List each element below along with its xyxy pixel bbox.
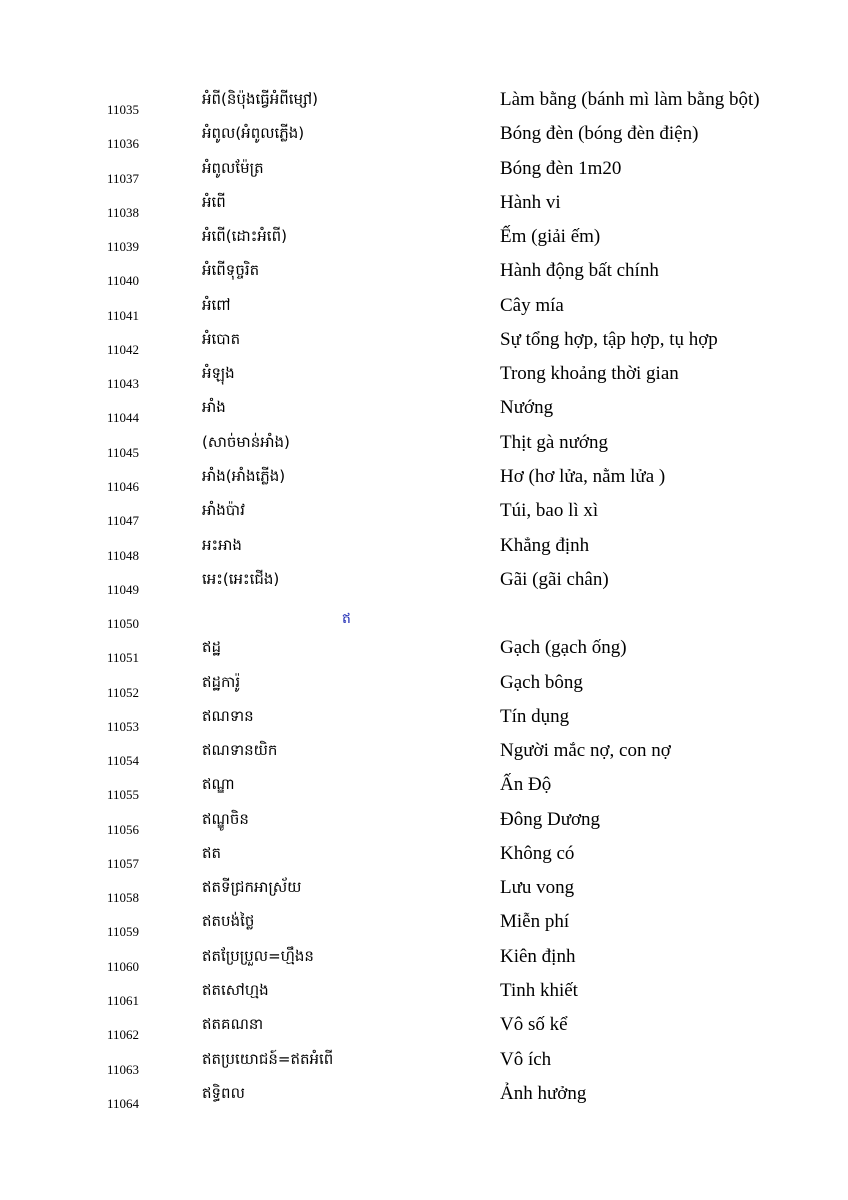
vietnamese-translation: Vô ích: [500, 1048, 552, 1070]
entry-row: [0, 159, 848, 193]
vietnamese-translation: Sự tổng hợp, tập hợp, tụ hợp: [500, 328, 718, 350]
khmer-term: ឥតប្រយោជន៍=ឥតអំពើ: [202, 1049, 334, 1068]
vietnamese-translation: Ảnh hưởng: [500, 1082, 587, 1104]
khmer-term: អេះ(អេះជើង): [202, 569, 280, 588]
entry-row: [0, 775, 848, 809]
entry-row: [0, 981, 848, 1015]
entry-number: 11048: [107, 547, 140, 563]
vietnamese-translation: Miễn phí: [500, 911, 570, 933]
entry-row: [0, 1084, 848, 1118]
khmer-term: ឥតគណនា: [202, 1015, 264, 1034]
entry-number: 11063: [107, 1061, 140, 1077]
entry-row: [0, 878, 848, 912]
khmer-term: ឥដ្ឋ: [202, 638, 222, 657]
entry-number: 11041: [107, 307, 140, 323]
entry-row: [0, 433, 848, 467]
khmer-term: អំពើទុច្ចរិត: [202, 261, 260, 280]
khmer-term: អាំង(អាំងភ្លើង): [202, 466, 286, 485]
entry-number: 11036: [107, 136, 140, 152]
entry-row: [0, 536, 848, 570]
vietnamese-translation: Không có: [500, 842, 575, 864]
khmer-term: អំពើ: [202, 192, 226, 211]
entry-number: 11043: [107, 376, 140, 392]
khmer-term: ឥណទាន: [202, 706, 254, 725]
entry-row: [0, 124, 848, 158]
entry-row: [0, 398, 848, 432]
vietnamese-translation: Trong khoảng thời gian: [500, 363, 679, 385]
entry-number: 11054: [107, 753, 140, 769]
entry-row: [0, 707, 848, 741]
entry-row: [0, 947, 848, 981]
entry-number: 11046: [107, 478, 140, 494]
vietnamese-translation: Gạch (gạch ống): [500, 637, 627, 659]
vietnamese-translation: Ấn Độ: [500, 774, 552, 796]
entry-row: [0, 261, 848, 295]
vietnamese-translation: Ếm (giải ếm): [500, 226, 601, 248]
entry-row: [0, 604, 848, 638]
khmer-term: អាំងប៉ាវ: [202, 501, 245, 520]
vietnamese-translation: Vô số kể: [500, 1014, 568, 1036]
khmer-term: ឥទ្ធិពល: [202, 1083, 245, 1102]
vietnamese-translation: Đông Dương: [500, 808, 601, 830]
khmer-term: អះអាង: [202, 535, 242, 554]
khmer-term: អំពូល(អំពូលភ្លើង): [202, 124, 305, 143]
khmer-term: ឥណទានយិក: [202, 741, 278, 760]
entry-row: [0, 1015, 848, 1049]
entry-row: [0, 364, 848, 398]
khmer-term: ឥតបង់ថ្លៃ: [202, 912, 255, 931]
vietnamese-translation: Hành động bất chính: [500, 260, 659, 282]
entry-row: [0, 810, 848, 844]
vietnamese-translation: Người mắc nợ, con nợ: [500, 740, 671, 762]
entry-number: 11056: [107, 821, 140, 837]
khmer-term: ឥណ្ឌា: [202, 775, 235, 794]
entry-number: 11044: [107, 410, 140, 426]
vietnamese-translation: Kiên định: [500, 945, 576, 967]
entry-row: [0, 467, 848, 501]
entry-row: [0, 1050, 848, 1084]
entry-row: [0, 193, 848, 227]
entry-number: 11042: [107, 341, 140, 357]
vietnamese-translation: Nướng: [500, 397, 554, 419]
vietnamese-translation: Cây mía: [500, 294, 564, 316]
vietnamese-translation: Bóng đèn (bóng đèn điện): [500, 123, 699, 145]
entry-number: 11052: [107, 684, 140, 700]
entry-number: 11060: [107, 958, 140, 974]
khmer-term: ឥដ្ឋការ៉ូ: [202, 672, 241, 691]
vietnamese-translation: Làm bằng (bánh mì làm bằng bột): [500, 89, 760, 110]
khmer-term: អំពៅ: [202, 295, 231, 314]
entry-number: 11061: [107, 993, 140, 1009]
khmer-term: ឥត: [202, 843, 222, 862]
vietnamese-translation: Bóng đèn 1m20: [500, 157, 622, 179]
khmer-term: អំបោត: [202, 329, 241, 348]
vietnamese-translation: Lưu vong: [500, 877, 575, 899]
khmer-term: អាំង: [202, 398, 226, 417]
entry-row: [0, 90, 848, 124]
entry-row: [0, 501, 848, 535]
entry-row: [0, 844, 848, 878]
khmer-term: ឥតសៅហ្មង: [202, 981, 269, 1000]
vietnamese-translation: Hành vi: [500, 191, 561, 213]
entry-row: [0, 570, 848, 604]
entry-row: [0, 330, 848, 364]
khmer-term: អំពូលម៉ែត្រ: [202, 158, 264, 177]
entry-row: [0, 912, 848, 946]
entry-row: [0, 638, 848, 672]
vietnamese-translation: Gạch bông: [500, 671, 583, 693]
vietnamese-translation: Gãi (gãi chân): [500, 568, 609, 590]
entry-row: [0, 296, 848, 330]
khmer-term: ឥតប្រែប្រួល=ហ្មឹងន: [202, 946, 314, 965]
vietnamese-translation: Hơ (hơ lửa, nằm lửa ): [500, 465, 666, 487]
khmer-term: (សាច់មាន់អាំង): [202, 432, 290, 451]
entry-number: 11057: [107, 855, 140, 871]
entry-number: 11058: [107, 890, 140, 906]
entry-number: 11045: [107, 444, 140, 460]
khmer-term: អំពើ(ដោះអំពើ): [202, 227, 287, 246]
vietnamese-translation: Tín dụng: [500, 705, 570, 727]
entry-number: 11055: [107, 787, 140, 803]
entry-number: 11047: [107, 513, 140, 529]
entry-number: 11049: [107, 581, 140, 597]
khmer-term: អំឡុង: [202, 364, 235, 383]
vietnamese-translation: Khẳng định: [500, 534, 590, 556]
entry-number: 11038: [107, 204, 140, 220]
section-letter: ឥ: [342, 611, 351, 628]
entry-row: [0, 741, 848, 775]
entry-row: [0, 673, 848, 707]
entry-number: 11064: [107, 1095, 140, 1111]
vietnamese-translation: Túi, bao lì xì: [500, 500, 599, 522]
vietnamese-translation: Tinh khiết: [500, 980, 578, 1002]
entry-number: 11059: [107, 924, 140, 940]
khmer-term: ឥណ្ឌូចិន: [202, 809, 249, 828]
entry-number: 11040: [107, 273, 140, 289]
entry-number: 11062: [107, 1027, 140, 1043]
khmer-term: អំពី(និប៉ុងធ្វើអំពីម្សៅ): [202, 90, 318, 108]
entry-number: 11037: [107, 170, 140, 186]
entry-number: 11039: [107, 239, 140, 255]
entry-row: [0, 227, 848, 261]
vietnamese-translation: Thịt gà nướng: [500, 431, 608, 453]
entry-number: 11035: [107, 102, 140, 117]
entry-number: 11050: [107, 616, 140, 632]
khmer-term: ឥតទីជ្រកអាស្រ័យ: [202, 878, 302, 897]
entry-number: 11053: [107, 718, 140, 734]
entry-number: 11051: [107, 650, 140, 666]
